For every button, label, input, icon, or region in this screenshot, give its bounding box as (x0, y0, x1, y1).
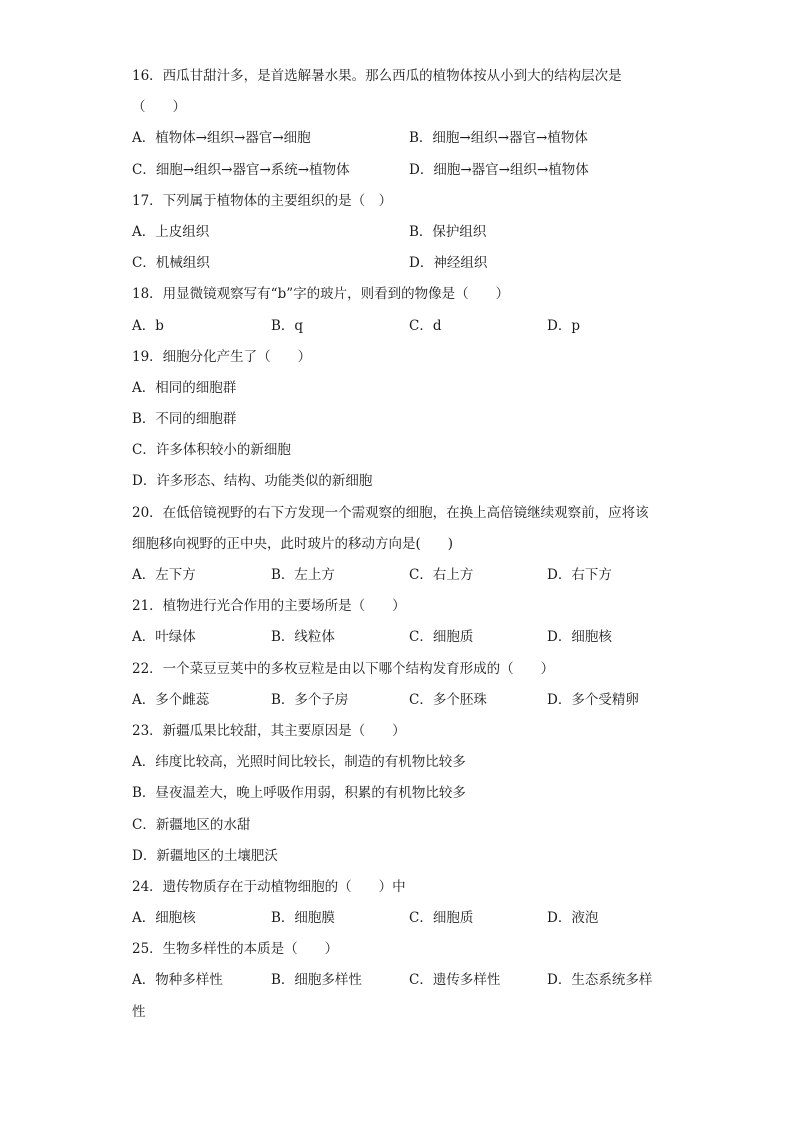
option-d[interactable]: D．液泡 (547, 910, 599, 927)
option-c[interactable]: C．遗传多样性 (409, 972, 501, 989)
option-row (132, 311, 672, 342)
option-d[interactable]: D．细胞→器官→组织→植物体 (409, 161, 589, 178)
option-row (132, 903, 672, 934)
option-c[interactable]: C．d (409, 317, 442, 334)
option-c[interactable]: C．许多体积较小的新细胞 (132, 442, 291, 459)
option-a[interactable]: A．上皮组织 (132, 223, 210, 240)
option-b[interactable]: B．细胞膜 (271, 910, 335, 927)
option-c[interactable]: C．机械组织 (132, 255, 210, 272)
option-a[interactable]: A．多个雌蕊 (132, 691, 210, 708)
question-stem: 19．细胞分化产生了（ ） (132, 348, 312, 365)
question-stem: 16．西瓜甘甜汁多，是首选解暑水果。那么西瓜的植物体按从小到大的结构层次是 (132, 68, 622, 84)
question-stem: 23．新疆瓜果比较甜，其主要原因是（ ） (132, 722, 406, 739)
option-b[interactable]: B．q (271, 317, 304, 334)
option-c[interactable]: C．新疆地区的水甜 (132, 816, 251, 833)
option-a[interactable]: A．b (132, 317, 164, 334)
question-stem: 25．生物多样性的本质是（ ） (132, 941, 339, 958)
option-b[interactable]: B．线粒体 (271, 629, 335, 646)
option-d[interactable]: D．生态系统多样 (547, 972, 653, 989)
option-c[interactable]: C．细胞质 (409, 910, 474, 927)
option-b[interactable]: B．不同的细胞群 (132, 411, 237, 428)
question-stem: 17．下列属于植物体的主要组织的是（ ） (132, 192, 393, 209)
option-a[interactable]: A．相同的细胞群 (132, 379, 237, 396)
option-row (132, 123, 672, 154)
question-stem: 22．一个菜豆豆荚中的多枚豆粒是由以下哪个结构发育形成的（ ） (132, 660, 555, 677)
option-d[interactable]: D．神经组织 (409, 255, 488, 272)
option-row (132, 685, 672, 716)
option-row (132, 155, 672, 186)
option-row (132, 217, 672, 248)
question-stem: 20．在低倍镜视野的右下方发现一个需观察的细胞，在换上高倍镜继续观察前，应将该 (132, 504, 649, 521)
option-c[interactable]: C．细胞质 (409, 629, 474, 646)
option-a[interactable]: A．物种多样性 (132, 972, 223, 989)
option-row (132, 622, 672, 653)
option-c[interactable]: C．多个胚珠 (409, 691, 487, 708)
option-a[interactable]: A．纬度比较高，光照时间比较长，制造的有机物比较多 (132, 754, 466, 771)
question-stem: 18．用显微镜观察写有“b”字的玻片，则看到的物像是（ ） (132, 286, 510, 303)
option-b[interactable]: B．细胞多样性 (271, 972, 362, 989)
option-d[interactable]: D．许多形态、结构、功能类似的新细胞 (132, 473, 373, 490)
option-row (132, 965, 672, 996)
question-stem: 21．植物进行光合作用的主要场所是（ ） (132, 598, 406, 615)
option-d[interactable]: D．右下方 (547, 567, 612, 583)
option-a[interactable]: A．叶绿体 (132, 629, 196, 646)
question-list (132, 61, 672, 1028)
question-stem: 细胞移向视野的正中央，此时玻片的移动方向是( ) (132, 535, 454, 552)
option-c[interactable]: C．细胞→组织→器官→系统→植物体 (132, 161, 350, 178)
option-b[interactable]: B．细胞→组织→器官→植物体 (409, 130, 588, 147)
option-d[interactable]: D．新疆地区的土壤肥沃 (132, 847, 278, 864)
option-a[interactable]: A．左下方 (132, 567, 196, 583)
option-row (132, 560, 672, 591)
option-a[interactable]: A．细胞核 (132, 910, 196, 927)
question-stem: 24．遗传物质存在于动植物细胞的（ ）中 (132, 878, 406, 895)
option-c[interactable]: C．右上方 (409, 567, 474, 583)
option-b[interactable]: B．多个子房 (271, 691, 349, 708)
option-d[interactable]: D．p (547, 317, 580, 334)
option-a[interactable]: A．植物体→组织→器官→细胞 (132, 130, 311, 147)
option-d-wrap: 性 (132, 1003, 146, 1020)
option-b[interactable]: B．保护组织 (409, 223, 487, 240)
option-b[interactable]: B．左上方 (271, 567, 335, 583)
option-row (132, 248, 672, 279)
option-b[interactable]: B．昼夜温差大，晚上呼吸作用弱，积累的有机物比较多 (132, 785, 466, 802)
question-stem: （ ） (132, 99, 186, 116)
option-d[interactable]: D．细胞核 (547, 629, 612, 646)
option-d[interactable]: D．多个受精卵 (547, 691, 639, 708)
